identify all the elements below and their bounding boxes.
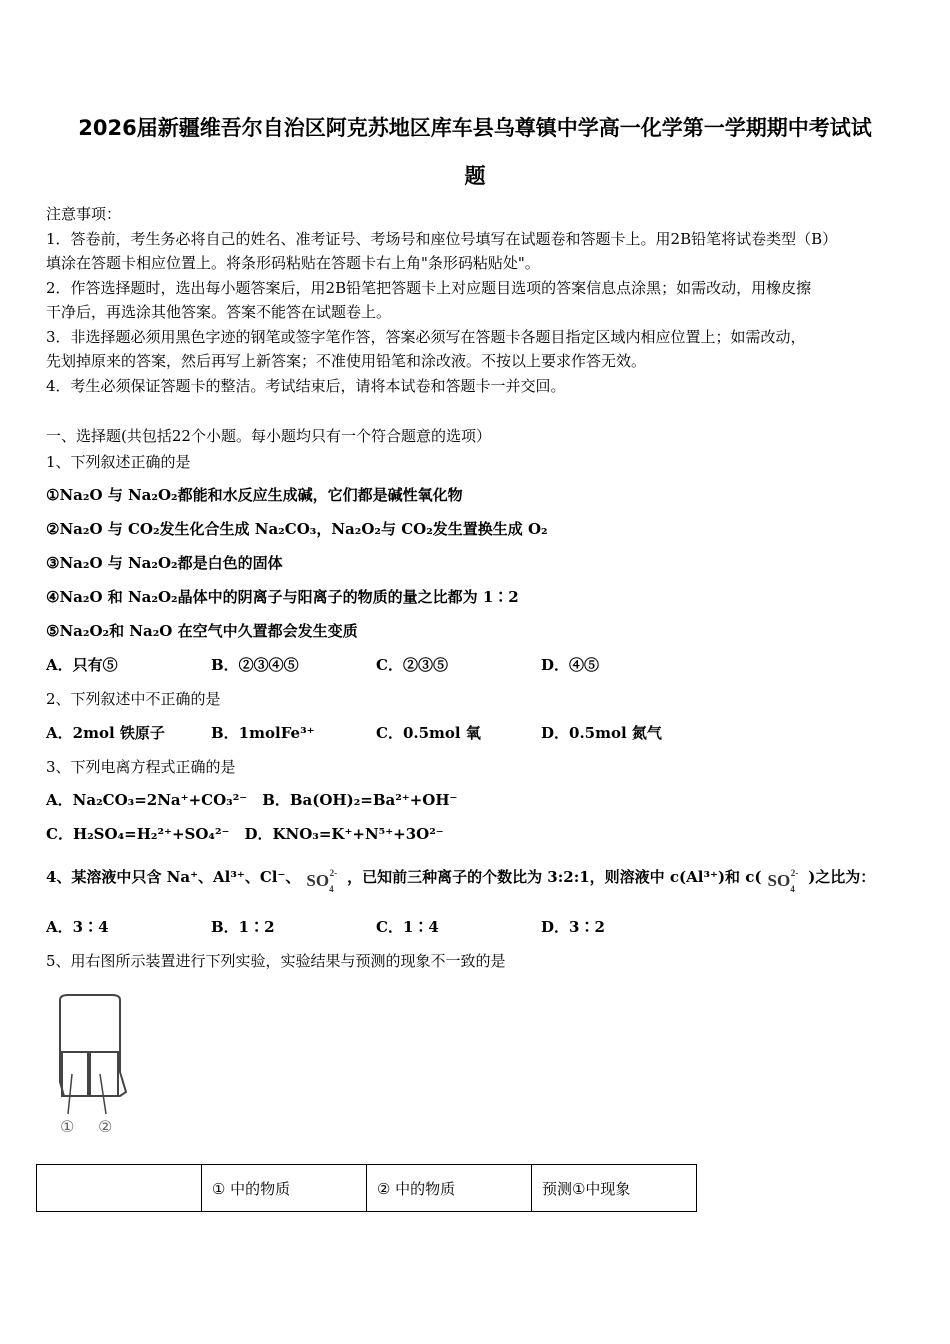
option-d[interactable]: D．0.5mol 氮气 (541, 724, 662, 742)
option-b[interactable]: B．1molFe³⁺ (211, 724, 315, 742)
option-a[interactable]: A．只有⑤ (46, 656, 118, 674)
statement: ①Na₂O 与 Na₂O₂都能和水反应生成碱，它们都是碱性氧化物 (46, 486, 463, 504)
notice-heading: 注意事项： (46, 205, 122, 223)
option-c[interactable]: C．1∶4 (376, 918, 439, 936)
answer-options-cd[interactable]: C．H₂SO₄=H₂²⁺+SO₄²⁻ D．KNO₃=K⁺+N⁵⁺+3O²⁻ (46, 825, 444, 843)
statement: ②Na₂O 与 CO₂发生化合生成 Na₂CO₃，Na₂O₂与 CO₂发生置换生成 O₂ (46, 520, 548, 538)
option-b[interactable]: B．②③④⑤ (211, 656, 299, 674)
section-heading: 一、选择题(共包括22个小题。每小题均只有一个符合题意的选项） (46, 427, 491, 445)
stem-part: 4、某溶液中只含 Na⁺、Al³⁺、Cl⁻、 (46, 868, 301, 886)
option-a[interactable]: A．2mol 铁原子 (46, 724, 165, 742)
ion-sub: 4 (790, 884, 795, 894)
label-2: ② (98, 1117, 113, 1136)
question-stem: 2、下列叙述中不正确的是 (46, 690, 221, 708)
tube-2 (90, 1052, 118, 1096)
question-stem: 3、下列电离方程式正确的是 (46, 758, 236, 776)
sulfate-ion (300, 868, 347, 894)
option-a[interactable]: A．3∶4 (46, 918, 109, 936)
pointer-line-2 (100, 1074, 106, 1114)
apparatus-diagram (50, 992, 140, 1142)
pointer-line-1 (68, 1074, 72, 1114)
statement: ③Na₂O 与 Na₂O₂都是白色的固体 (46, 554, 283, 572)
option-b[interactable]: B．1∶2 (211, 918, 275, 936)
ion-sup: 2- (790, 868, 799, 878)
option-d[interactable]: D．④⑤ (541, 656, 600, 674)
notice-line: 4．考生必须保证答题卡的整洁。考试结束后，请将本试卷和答题卡一并交回。 (46, 377, 566, 395)
table-header-row (37, 1165, 697, 1212)
stem-part: )之比为： (808, 868, 876, 886)
ion-base: SO (767, 871, 791, 890)
option-c[interactable]: C．0.5mol 氧 (376, 724, 481, 742)
option-c[interactable]: C．②③⑤ (376, 656, 448, 674)
tube-1 (62, 1052, 88, 1096)
table-header-cell: ① 中的物质 (201, 1165, 366, 1212)
outer-vessel (60, 995, 126, 1096)
ion-base: SO (306, 871, 330, 890)
ion-sup: 2- (329, 868, 338, 878)
notice-line: 2．作答选择题时，选出每小题答案后，用2B铅笔把答题卡上对应题目选项的答案信息点涂黑；如需改动，用橡皮擦 (46, 279, 812, 297)
question-stem: 1、下列叙述正确的是 (46, 453, 191, 471)
notice-line: 干净后，再选涂其他答案。答案不能答在试题卷上。 (46, 303, 392, 321)
table-header-cell: ② 中的物质 (366, 1165, 531, 1212)
statement: ⑤Na₂O₂和 Na₂O 在空气中久置都会发生变质 (46, 622, 358, 640)
notice-line: 填涂在答题卡相应位置上。将条形码粘贴在答题卡右上角"条形码粘贴处"。 (46, 254, 540, 272)
notice-line: 3．非选择题必须用黑色字迹的钢笔或签字笔作答，答案必须写在答题卡各题目指定区域内相应位置上；如需改动， (46, 328, 806, 346)
stem-part: ，已知前三种离子的个数比为 3:2:1，则溶液中 c(Al³⁺)和 c( (347, 868, 762, 886)
question-stem: 5、用右图所示装置进行下列实验，实验结果与预测的现象不一致的是 (46, 952, 506, 970)
option-d[interactable]: D．3∶2 (541, 918, 605, 936)
experiment-table (36, 1164, 697, 1212)
question-stem (46, 866, 876, 894)
answer-options-ab[interactable]: A．Na₂CO₃=2Na⁺+CO₃²⁻ B．Ba(OH)₂=Ba²⁺+OH⁻ (46, 791, 458, 809)
ion-sub: 4 (329, 884, 334, 894)
statement: ④Na₂O 和 Na₂O₂晶体中的阴离子与阳离子的物质的量之比都为 1∶2 (46, 588, 519, 606)
page-title: 2026届新疆维吾尔自治区阿克苏地区库车县乌尊镇中学高一化学第一学期期中考试试 (78, 116, 872, 140)
page-title-cont: 题 (464, 164, 486, 188)
sulfate-ion (762, 868, 809, 894)
label-1: ① (60, 1117, 75, 1136)
table-header-cell: 预测①中现象 (531, 1165, 696, 1212)
table-header-cell (37, 1165, 202, 1212)
notice-line: 先划掉原来的答案，然后再写上新答案；不准使用铅笔和涂改液。不按以上要求作答无效。 (46, 352, 647, 370)
notice-line: 1．答卷前，考生务必将自己的姓名、准考证号、考场号和座位号填写在试题卷和答题卡上。用2B铅笔将试卷类型（B） (46, 230, 838, 248)
